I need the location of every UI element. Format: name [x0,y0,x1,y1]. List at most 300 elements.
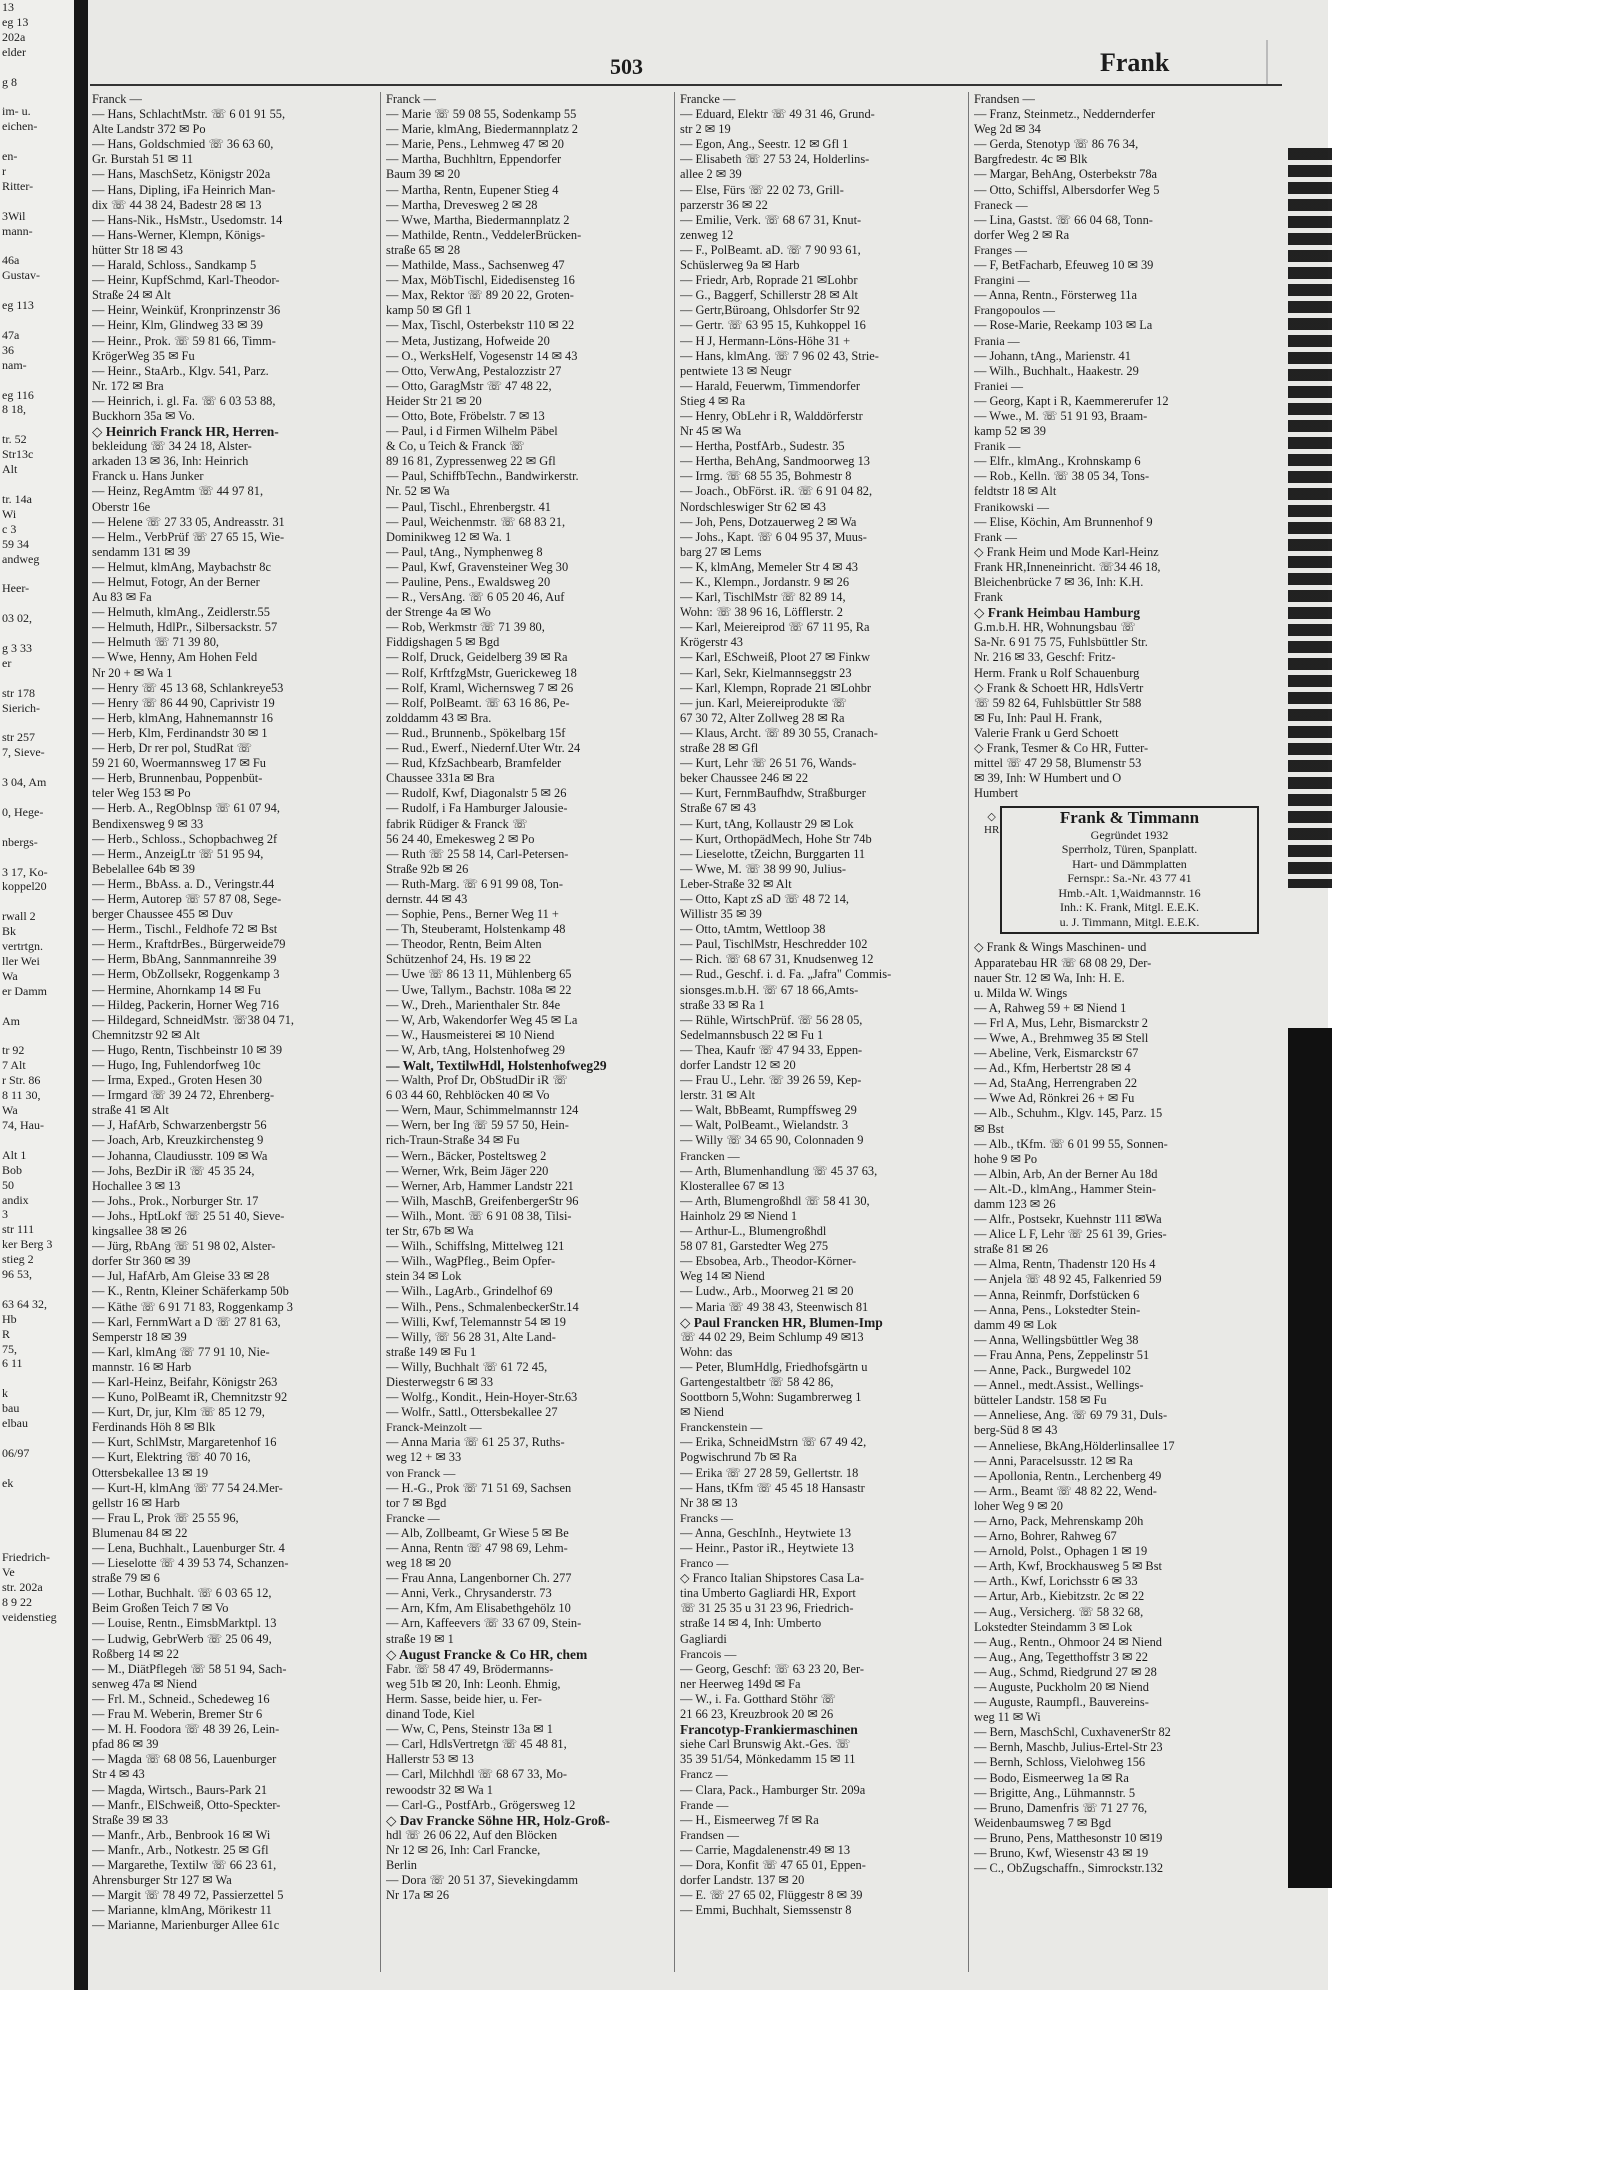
directory-entry-line: — G., Baggerf, Schillerstr 28 ✉ Alt [680,288,858,303]
surname-heading: Francks — [680,1510,733,1525]
directory-entry-line: — Herb, Klm, Ferdinandstr 30 ✉ 1 [92,725,268,740]
previous-page-fragment [0,134,74,149]
directory-entry-line: — Bern, MaschSchl, CuxhavenerStr 82 [974,1725,1171,1740]
directory-entry-line: — Rud, KfzSachbearb, Bramfelder [386,756,562,771]
directory-entry-line: Hochallee 3 ✉ 13 [92,1178,181,1193]
directory-entry-line: Soottborn 5,Wohn: Sugambrerweg 1 [680,1390,862,1405]
previous-page-fragment [0,1029,74,1044]
directory-entry-line: — Bruno, Kwf, Wiesenstr 43 ✉ 19 [974,1846,1149,1861]
directory-entry-line: — A, Rahweg 59 + ✉ Niend 1 [974,1000,1127,1015]
previous-page-fragment: Am [2,1013,20,1028]
directory-entry-line: — Martha, Rentn, Eupener Stieg 4 [386,182,559,197]
directory-entry-line: Wohn: ☏ 38 96 16, Löfflerstr. 2 [680,605,843,620]
directory-entry-line: — Johs., Kapt. ☏ 6 04 95 37, Muus- [680,529,867,544]
directory-entry-line: Baum 39 ✉ 20 [386,167,461,182]
previous-page-fragment: str 111 [2,1222,35,1237]
margin-print-bleed [1288,148,1332,888]
directory-entry-line: bütteler Landstr. 158 ✉ Fu [974,1393,1107,1408]
surname-heading: Franges — [974,242,1027,257]
directory-entry-line: Nr. 216 ✉ 33, Geschf: Fritz- [974,650,1116,665]
directory-entry-line: — Sophie, Pens., Berner Weg 11 + [386,907,559,922]
directory-entry-line: — W., i. Fa. Gotthard Stöhr ☏ [680,1691,836,1706]
directory-entry-line: — Gerda, Stenotyp ☏ 86 76 34, [974,137,1139,152]
directory-entry-line: — Willy, ☏ 56 28 31, Alte Land- [386,1329,556,1344]
directory-entry-line: berg-Süd 8 ✉ 43 [974,1423,1058,1438]
directory-entry-line: — H.-G., Prok ☏ 71 51 69, Sachsen [386,1480,572,1495]
surname-heading: Franiei — [974,378,1023,393]
directory-entry-line: hdl ☏ 26 06 22, Auf den Blöcken [386,1827,558,1842]
directory-entry-line: — Mathilde, Mass., Sachsenweg 47 [386,258,565,273]
directory-entry-line: — Herb., Schloss., Schopbachweg 2f [92,831,278,846]
directory-entry-line: — Johs., Prok., Norburger Str. 17 [92,1193,259,1208]
directory-entry-line: — Wilh., Schiffslng, Mittelweg 121 [386,1239,565,1254]
directory-entry-line: weg 12 + ✉ 33 [386,1450,462,1465]
directory-entry-line: — Otto, tAmtm, Wettloop 38 [680,922,826,937]
directory-entry-line: — Jul, HafArb, Am Gleise 33 ✉ 28 [92,1269,270,1284]
directory-entry-line: — Heinz, RegAmtm ☏ 44 97 81, [92,484,264,499]
directory-entry-line: — jun. Karl, Meiereiprodukte ☏ [680,695,847,710]
directory-entry-line: 35 39 51/54, Mönkedamm 15 ✉ 11 [680,1752,856,1767]
previous-page-fragment: 8 11 30, [2,1088,41,1103]
directory-entry-line: — Kurt, OrthopädMech, Hohe Str 74b [680,831,872,846]
directory-entry-line: — Arth, Kwf, Brockhausweg 5 ✉ Bst [974,1559,1162,1574]
previous-page-fragment: 96 53, [2,1267,32,1282]
directory-entry-line: Sa-Nr. 6 91 75 75, Fuhlsbüttler Str. [974,635,1148,650]
column-2 [386,92,671,1903]
directory-entry-line: Chaussee 331a ✉ Bra [386,771,495,786]
ad-line: Hart- und Dämmplatten [1072,856,1187,871]
directory-entry-line: Gagliardi [680,1631,727,1646]
directory-entry-line: tina Umberto Gagliardi HR, Export [680,1586,856,1601]
directory-entry-line: — Wern, ber Ing ☏ 59 57 50, Hein- [386,1118,569,1133]
directory-entry-line: Straße 67 ✉ 43 [680,801,757,816]
directory-entry-line: — Elisabeth ☏ 27 53 24, Holderlins- [680,152,870,167]
directory-entry-line: — Frl. M., Schneid., Schedeweg 16 [92,1691,270,1706]
previous-page-fragment: R [2,1326,11,1341]
directory-entry-line: — Rich. ☏ 68 67 31, Knudsenweg 12 [680,952,874,967]
ad-line: Inh.: K. Frank, Mitgl. E.E.K. [1060,900,1199,915]
previous-page-fragment: eichen- [2,119,38,134]
previous-page-fragment [0,1431,74,1446]
previous-page-fragment: Str13c [2,447,34,462]
directory-entry-line: — Irma, Exped., Groten Hesen 30 [92,1073,262,1088]
directory-entry-line: — Hans, SchlachtMstr. ☏ 6 01 91 55, [92,107,286,122]
directory-entry-line: — Aug., Rentn., Ohmoor 24 ✉ Niend [974,1634,1162,1649]
directory-entry-line: — Rühle, WirtschPrüf. ☏ 56 28 05, [680,1012,863,1027]
directory-entry-line: — Else, Fürs ☏ 22 02 73, Grill- [680,182,844,197]
directory-entry-line: feldtstr 18 ✉ Alt [974,484,1057,499]
directory-entry-line: — Frl A, Mus, Lehr, Bismarckstr 2 [974,1015,1148,1030]
directory-entry-line: — Arth, Blumenhandlung ☏ 45 37 63, [680,1163,878,1178]
directory-entry-line: Hainholz 29 ✉ Niend 1 [680,1208,798,1223]
directory-entry-line: — Otto, Bote, Fröbelstr. 7 ✉ 13 [386,408,545,423]
directory-entry-line: Bleichenbrücke 7 ✉ 36, Inh: K.H. [974,575,1144,589]
directory-entry-line: — Max, Rektor ☏ 89 20 22, Groten- [386,288,574,303]
directory-entry-line: — Hildeg, Packerin, Horner Weg 716 [92,997,279,1012]
previous-page-fragment [0,313,74,328]
surname-heading: Frangopoulos — [974,303,1055,318]
directory-entry-line: — Marie, Pens., Lehmweg 47 ✉ 20 [386,137,564,152]
directory-entry-line: Weg 2d ✉ 34 [974,122,1041,137]
directory-entry-line: kamp 50 ✉ Gfl 1 [386,303,472,318]
directory-entry-line: Lokstedter Steindamm 3 ✉ Lok [974,1619,1133,1634]
directory-entry-line: — Johanna, Claudiusstr. 109 ✉ Wa [92,1148,268,1163]
directory-entry-line: — Wwe., M. ☏ 51 91 93, Braam- [974,408,1148,423]
directory-entry-line: — Karl, ESchweiß, Ploot 27 ✉ Finkw [680,650,871,665]
directory-entry-line: — Kurt, SchlMstr, Margaretenhof 16 [92,1435,277,1450]
directory-entry-line: — Georg, Geschf: ☏ 63 23 20, Ber- [680,1661,864,1676]
directory-entry-line: — Arth., Kwf, Lorichsstr 6 ✉ 33 [974,1574,1138,1589]
directory-entry-line: pfad 86 ✉ 39 [92,1737,159,1752]
directory-entry-line: weg 11 ✉ Wi [974,1710,1041,1725]
directory-entry-line: — Gertr. ☏ 63 95 15, Kuhkoppel 16 [680,318,866,333]
directory-entry-line: — Wwe, Henny, Am Hohen Feld [92,650,258,665]
previous-page-fragment: stieg 2 [2,1252,34,1267]
surname-heading: Francke — [386,1510,440,1525]
directory-entry-line: Frank HR,Inneneinricht. ☏34 46 18, [974,559,1161,574]
directory-entry-line: 67 30 72, Alter Zollweg 28 ✉ Ra [680,710,845,725]
previous-page-fragment [0,477,74,492]
previous-page-fragment: en- [2,149,18,164]
directory-entry-line: — Helmuth, klmAng., Zeidlerstr.55 [92,605,270,620]
directory-entry-line: Ahrensburger Str 127 ✉ Wa [92,1873,232,1888]
previous-page-fragment [0,1506,74,1521]
directory-entry-line: — Erika, SchneidMstrn ☏ 67 49 42, [680,1435,867,1450]
previous-page-fragment: 7 Alt [2,1058,26,1073]
previous-page-fragment: str. 202a [2,1580,43,1595]
previous-page-fragment [0,89,74,104]
directory-entry-line: — Henry ☏ 45 13 68, Schlankreye53 [92,680,284,695]
previous-page-fragment [0,1461,74,1476]
directory-entry-line: — Franz, Steinmetz., Neddernderfer [974,107,1155,122]
directory-entry-line: — Willi, Kwf, Telemannstr 54 ✉ 19 [386,1314,566,1329]
directory-entry-line: kingsallee 38 ✉ 26 [92,1224,187,1239]
directory-entry-line: — Henry ☏ 86 44 90, Caprivistr 19 [92,695,275,710]
directory-entry-line: Nr 12 ✉ 26, Inh: Carl Francke, [386,1842,541,1857]
directory-entry-line: — Bernh, Maschb, Julius-Ertel-Str 23 [974,1740,1163,1755]
directory-entry-line: ◇ Dav Francke Söhne HR, Holz-Groß- [386,1812,610,1828]
directory-entry-line: zolddamm 43 ✉ Bra. [386,710,492,725]
directory-entry-line: sionsges.m.b.H. ☏ 67 18 66,Amts- [680,982,859,997]
directory-entry-line: Straße 39 ✉ 33 [92,1812,169,1827]
directory-entry-line: allee 2 ✉ 39 [680,167,742,182]
directory-entry-line: — Otto, GaragMstr ☏ 47 48 22, [386,378,552,393]
directory-entry-line: Krögerstr 43 [680,635,743,650]
directory-entry-line: — F., PolBeamt. aD. ☏ 7 90 93 61, [680,242,861,257]
directory-entry-line: — Hans, Goldschmied ☏ 36 63 60, [92,137,274,152]
previous-page-fragment: 0, Hege- [2,804,44,819]
previous-page-fragment [0,1535,74,1550]
directory-entry-line: — Herb, klmAng, Hahnemannstr 16 [92,710,274,725]
directory-entry-line: Apparatebau HR ☏ 68 08 29, Der- [974,955,1152,970]
directory-entry-line: — Egon, Ang., Seestr. 12 ✉ Gfl 1 [680,137,849,152]
directory-entry-line: sendamm 131 ✉ 39 [92,544,191,559]
directory-entry-line: Weidenbaumsweg 7 ✉ Bgd [974,1815,1112,1830]
directory-entry-line: — Wilh., Mont. ☏ 6 91 08 38, Tilsi- [386,1208,572,1223]
directory-entry-line: — Wwe, A., Brehmweg 35 ✉ Stell [974,1030,1149,1045]
directory-entry-line: — Hugo, Rentn, Tischbeinstr 10 ✉ 39 [92,1042,283,1057]
directory-entry-line: Str 4 ✉ 43 [92,1767,145,1782]
header-rule [90,84,1282,86]
directory-entry-line: — Werner, Arb, Hammer Landstr 221 [386,1178,574,1193]
directory-entry-line: 21 66 23, Kreuzbrook 20 ✉ 26 [680,1707,834,1722]
directory-entry-line: rewoodstr 32 ✉ Wa 1 [386,1782,493,1797]
directory-entry-line: dorfer Str 360 ✉ 39 [92,1254,191,1269]
directory-entry-line: 58 07 81, Garstedter Weg 275 [680,1239,829,1254]
directory-entry-line: Francotyp-Frankiermaschinen [680,1722,858,1738]
directory-entry-line: — Rose-Marie, Reekamp 103 ✉ La [974,318,1153,333]
directory-entry-line: — Karl, FernmWart a D ☏ 27 81 63, [92,1314,281,1329]
directory-entry-line: — Dora ☏ 20 51 37, Sievekingdamm [386,1873,579,1888]
previous-page-fragment: g 3 33 [2,640,32,655]
directory-entry-line: damm 123 ✉ 26 [974,1197,1056,1211]
page-gutter [74,0,88,1990]
directory-entry-line: Chemnitzstr 92 ✉ Alt [92,1027,200,1042]
directory-entry-line: — Alb., Schuhm., Klgv. 145, Parz. 15 [974,1106,1163,1121]
directory-entry-line: — Arth, Blumengroßhdl ☏ 58 41 30, [680,1193,870,1208]
column-4-bottom [974,940,1259,1876]
directory-entry-line: — Otto, Schiffsl, Albersdorfer Weg 5 [974,182,1160,197]
directory-entry-line: — Herm, ObZollsekr, Roggenkamp 3 [92,967,280,982]
directory-entry-line: — K., Klempn., Jordanstr. 9 ✉ 26 [680,575,850,589]
column-divider [380,92,381,1972]
directory-entry-line: — Rudolf, i Fa Hamburger Jalousie- [386,801,568,816]
directory-entry-line: hohe 9 ✉ Po [974,1151,1038,1166]
directory-entry-line: — Th, Steuberamt, Holstenkamp 48 [386,922,566,937]
directory-entry-line: Bendixensweg 9 ✉ 33 [92,816,204,831]
directory-entry-line: — Johs., HptLokf ☏ 25 51 40, Sieve- [92,1208,285,1223]
directory-entry-line: — Alb., tKfm. ☏ 6 01 99 55, Sonnen- [974,1136,1168,1151]
previous-page-fragment: ller Wei [2,954,40,968]
column-3 [680,92,965,1918]
directory-entry-line: — Gertr,Büroang, Ohlsdorfer Str 92 [680,303,860,318]
directory-entry-line: Nr 45 ✉ Wa [680,424,742,439]
directory-entry-line: — Karl, Meiereiprod ☏ 67 11 95, Ra [680,620,870,635]
previous-page-fragment: 47a [2,327,20,342]
previous-page-fragment: eg 116 [2,387,34,402]
directory-entry-line: — Rolf, Kraml, Wichernsweg 7 ✉ 26 [386,680,574,695]
directory-entry-line: — Rolf, PolBeamt. ☏ 63 16 86, Pe- [386,695,570,710]
directory-entry-line: — Carl, Milchhdl ☏ 68 67 33, Mo- [386,1767,568,1782]
previous-page-fragment: str 178 [2,685,35,700]
directory-entry-line: straße 33 ✉ Ra 1 [680,997,765,1012]
directory-entry-line: — Manfr., ElSchweiß, Otto-Speckter- [92,1797,281,1812]
directory-entry-line: — Pauline, Pens., Ewaldsweg 20 [386,575,551,589]
directory-entry-line: — Heinr, KupfSchmd, Karl-Theodor- [92,273,280,288]
directory-entry-line: — Ludwig, GebrWerb ☏ 25 06 49, [92,1631,272,1646]
directory-entry-line: Franck — [92,92,142,106]
directory-entry-line: — Mathilde, Rentn., VeddelerBrücken- [386,227,582,242]
directory-entry-line: ter Str, 67b ✉ Wa [386,1224,474,1239]
directory-entry-line: — Hans-Nik., HsMstr., Usedomstr. 14 [92,212,283,227]
directory-entry-line: dix ☏ 44 38 24, Badestr 28 ✉ 13 [92,197,262,212]
directory-entry-line: u. Milda W. Wings [974,985,1068,1000]
previous-page-fragment: elder [2,44,26,59]
directory-entry-line: — Willy, Buchhalt ☏ 61 72 45, [386,1359,548,1374]
directory-entry-line: — Alice L F, Lehr ☏ 25 61 39, Gries- [974,1227,1167,1242]
directory-entry-line: — Hertha, BehAng, Sandmoorweg 13 [680,454,870,469]
directory-entry-line: — Manfr., Arb., Notkestr. 25 ✉ Gfl [92,1842,269,1857]
directory-entry-line: berger Chaussee 455 ✉ Duv [92,907,233,922]
previous-page-fragment: koppel20 [2,879,47,894]
directory-entry-line: — Wilh., LagArb., Grindelhof 69 [386,1284,553,1299]
directory-entry-line: — Anni, Verk., Chrysanderstr. 73 [386,1586,552,1601]
directory-entry-line: dorfer Weg 2 ✉ Ra [974,227,1070,242]
directory-entry-line: Franck — [386,92,436,106]
column-divider [674,92,675,1972]
directory-entry-line: — Wolfg., Kondit., Hein-Hoyer-Str.63 [386,1390,578,1405]
directory-entry-line: — Herb. A., RegOblnsp ☏ 61 07 94, [92,801,280,816]
directory-entry-line: Gartengestaltbetr ☏ 58 42 86, [680,1374,834,1389]
previous-page-fragment [0,566,74,581]
directory-entry-line: — Herm., KraftdrBes., Bürgerweide79 [92,937,286,952]
directory-entry-line: — Martha, Drevesweg 2 ✉ 28 [386,197,538,212]
directory-entry-line: — Friedr, Arb, Roprade 21 ✉Lohbr [680,273,858,288]
ad-line: Hmb.-Alt. 1,Waidmannstr. 16 [1058,885,1201,900]
directory-entry-line: — R., VersAng. ☏ 6 05 20 46, Auf [386,590,565,605]
directory-entry-line: — Paul, Weichenmstr. ☏ 68 83 21, [386,514,566,529]
directory-entry-line: — Martha, Buchhltrn, Eppendorfer [386,152,562,167]
previous-page-fragment: 46a [2,253,20,268]
directory-entry-line: straße 19 ✉ 1 [386,1631,454,1646]
directory-entry-line: teler Weg 153 ✉ Po [92,786,191,801]
directory-entry-line: — Heinr., Prok. ☏ 59 81 66, Timm- [92,333,276,348]
directory-entry-line: — Albin, Arb, An der Berner Au 18d [974,1166,1158,1181]
directory-entry-line: — C., ObZugschaffn., Simrockstr.132 [974,1861,1164,1876]
directory-entry-line: — Max, MöbTischl, Eidedisensteg 16 [386,273,575,288]
directory-entry-line: — Rolf, Druck, Geidelberg 39 ✉ Ra [386,650,568,665]
directory-entry-line: — Hugo, Ing, Fuhlendorfweg 10c [92,1058,261,1072]
directory-entry-line: — Karl, klmAng ☏ 77 91 10, Nie- [92,1344,270,1359]
directory-entry-line: siehe Carl Brunswig Akt.-Ges. ☏ [680,1737,851,1752]
directory-entry-line: — Anne, Pack., Burgwedel 102 [974,1363,1132,1378]
directory-entry-line: — Kurt, tAng, Kollaustr 29 ✉ Lok [680,816,854,831]
previous-page-fragment: vertrtgn. [2,939,43,954]
previous-page-fragment: Wa [2,968,18,983]
previous-page-fragment: 8 9 22 [2,1594,32,1609]
directory-entry-line: — Arm., Beamt ☏ 48 82 22, Wend- [974,1483,1157,1498]
ad-line: Fernspr.: Sa.-Nr. 43 77 41 [1067,871,1192,886]
directory-entry-line: beker Chaussee 246 ✉ 22 [680,771,809,786]
directory-entry-line: — Bernh, Schloss, Vielohweg 156 [974,1755,1146,1770]
previous-page-fragment: Friedrich- [2,1550,50,1565]
directory-entry-line: — Max, Tischl, Osterbekstr 110 ✉ 22 [386,318,575,333]
directory-entry-line: Wohn: das [680,1344,733,1359]
directory-entry-line: — Herm., BbAss. a. D., Veringstr.44 [92,876,275,891]
previous-page-fragment [0,790,74,805]
previous-page-fragment [0,60,74,75]
previous-page-fragment: andweg [2,551,40,566]
directory-entry-line: — K., Rentn, Kleiner Schäferkamp 50b [92,1284,289,1299]
directory-entry-line: — Carl, HdlsVertretgn ☏ 45 48 81, [386,1737,567,1752]
previous-page-fragment [0,194,74,209]
directory-entry-line: dernstr. 44 ✉ 43 [386,891,468,906]
directory-entry-line: — Walt, BbBeamt, Rumpffsweg 29 [680,1103,857,1118]
directory-entry-line: — Ebsobea, Arb., Theodor-Körner- [680,1254,857,1269]
ad-line: u. J. Timmann, Mitgl. E.E.K. [1059,914,1200,929]
directory-entry-line: — Lothar, Buchhalt. ☏ 6 03 65 12, [92,1586,272,1601]
previous-page-fragment: Sierich- [2,700,40,715]
directory-entry-line: — Otto, Kapt zS aD ☏ 48 72 14, [680,891,849,906]
directory-entry-line: — Arno, Pack, Mehrenskamp 20h [974,1513,1144,1528]
directory-entry-line: — Arnold, Polst., Ophagen 1 ✉ 19 [974,1544,1148,1559]
directory-entry-line: Frandsen — [974,92,1035,106]
directory-entry-line: — Heinr., Pastor iR., Heytwiete 13 [680,1541,854,1555]
previous-page-fragment: 75, [2,1341,17,1356]
directory-entry-line: — Hermine, Ahornkamp 14 ✉ Fu [92,982,261,997]
previous-page-fragment: Ve [2,1565,15,1580]
directory-entry-line: — Rob., Kelln. ☏ 38 05 34, Tons- [974,469,1150,484]
directory-entry-line: parzerstr 36 ✉ 22 [680,197,768,212]
surname-heading: Franckenstein — [680,1420,763,1435]
previous-page-fragment: 7, Sieve- [2,745,45,760]
directory-entry-line: — Aug., Versicherg. ☏ 58 32 68, [974,1604,1144,1619]
directory-entry-line: mittel ☏ 47 29 58, Blumenstr 53 [974,756,1142,771]
directory-entry-line: — Paul, SchiffbTechn., Bandwirkerstr. [386,469,579,484]
directory-entry-line: — Karl, Klempn, Roprade 21 ✉Lohbr [680,680,872,695]
page-number: 503 [610,54,643,79]
column-1 [92,92,377,1933]
directory-entry-line: — Alb, Zollbeamt, Gr Wiese 5 ✉ Be [386,1525,569,1540]
previous-page-fragment: Wa [2,1103,18,1118]
directory-entry-line: — Joach., ObFörst. iR. ☏ 6 91 04 82, [680,484,873,499]
previous-page-fragment [0,1491,74,1506]
directory-entry-line: — Hertha, PostfArb., Sudestr. 35 [680,439,845,454]
directory-entry-line: & Co, u Teich & Franck ☏ [386,439,525,454]
previous-page-fragment: Heer- [2,581,30,596]
directory-entry-line: Oberstr 16e [92,499,151,514]
directory-entry-line: straße 81 ✉ 26 [974,1242,1049,1257]
directory-entry-line: — Anjela ☏ 48 92 45, Falkenried 59 [974,1272,1162,1287]
directory-entry-line: barg 27 ✉ Lems [680,544,762,559]
directory-entry-line: ◇ Franco Italian Shipstores Casa La- [680,1571,864,1586]
directory-entry-line: — Hans, tKfm ☏ 45 45 18 Hansastr [680,1480,865,1495]
directory-entry-line: Au 83 ✉ Fa [92,590,152,605]
directory-entry-line: — Rob, Werkmstr ☏ 71 39 80, [386,620,545,635]
directory-entry-line: bekleidung ☏ 34 24 18, Alster- [92,439,252,454]
directory-entry-line: straße 65 ✉ 28 [386,242,461,257]
directory-entry-line: Nr 20 + ✉ Wa 1 [92,665,173,680]
directory-entry-line: Humbert [974,786,1019,801]
directory-entry-line: — Anna, GeschInh., Heytwiete 13 [680,1525,852,1540]
directory-entry-line: — Elfr., klmAng., Krohnskamp 6 [974,454,1141,469]
previous-page-fragment: g 8 [2,74,17,89]
column-4-top [974,92,1259,801]
directory-entry-line: — Kurt, FernmBaufhdw, Straßburger [680,786,866,801]
directory-entry-line: — Herm., Tischl., Feldhofe 72 ✉ Bst [92,922,278,937]
directory-entry-line: Roßberg 14 ✉ 22 [92,1646,179,1661]
directory-entry-line: KrögerWeg 35 ✉ Fu [92,348,195,363]
directory-entry-line: — Herb, Dr rer pol, StudRat ☏ [92,741,253,756]
directory-entry-line: ◇ August Francke & Co HR, chem [386,1646,588,1662]
directory-entry-line: — Frau M. Weberin, Bremer Str 6 [92,1707,263,1722]
directory-entry-line: ✉ Bst [974,1121,1005,1136]
previous-page-fragment [0,373,74,388]
directory-entry-line: — Helm., VerbPrüf ☏ 27 65 15, Wie- [92,529,285,544]
directory-entry-line: — Johann, tAng., Marienstr. 41 [974,348,1131,363]
directory-entry-line: — Wwe, M. ☏ 38 99 90, Julius- [680,861,847,876]
directory-entry-line: — Helmut, Fotogr, An der Berner [92,575,260,589]
directory-entry-line: — Alma, Rentn, Thadenstr 120 Hs 4 [974,1257,1156,1272]
directory-entry-line: — Bruno, Damenfris ☏ 71 27 76, [974,1800,1148,1815]
previous-page-fragment: Gustav- [2,268,40,283]
directory-entry-line: ◇ Frank & Wings Maschinen- und [974,940,1147,955]
directory-entry-line: — Erika ☏ 27 28 59, Gellertstr. 18 [680,1465,859,1480]
directory-entry-line: — Ad, StaAng, Herrengraben 22 [974,1076,1138,1091]
directory-entry-line: — Hans-Werner, Klempn, Königs- [92,227,265,242]
directory-entry-line: Hallerstr 53 ✉ 13 [386,1752,474,1767]
directory-entry-line: Alte Landstr 372 ✉ Po [92,122,206,137]
